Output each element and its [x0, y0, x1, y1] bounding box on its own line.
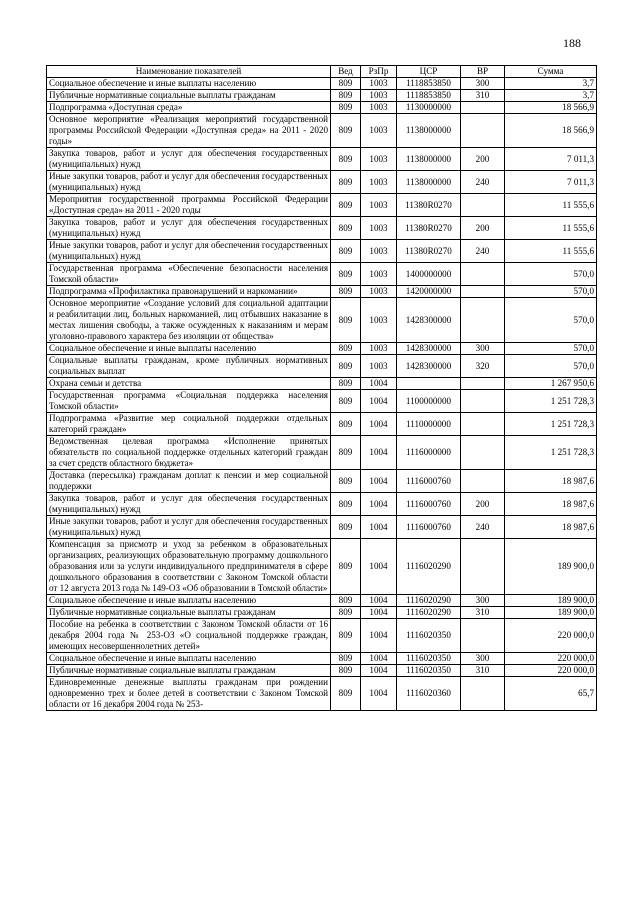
cell-name: Подпрограмма «Доступная среда» [47, 102, 331, 114]
cell-ved: 809 [331, 78, 361, 90]
cell-sum: 1 251 728,3 [505, 413, 597, 436]
cell-csr: 11380R0270 [397, 240, 461, 263]
cell-csr: 1428300000 [397, 343, 461, 355]
cell-rzpr: 1003 [361, 148, 397, 171]
cell-name: Подпрограмма «Профилактика правонарушений и наркомании» [47, 286, 331, 298]
table-row [47, 436, 597, 470]
cell-sum: 11 555,6 [505, 217, 597, 240]
cell-ved: 809 [331, 607, 361, 619]
cell-name: Закупка товаров, работ и услуг для обеспечения государственных (муниципальных) нужд [47, 217, 331, 240]
cell-name: Социальное обеспечение и иные выплаты населению [47, 595, 331, 607]
cell-sum: 570,0 [505, 263, 597, 286]
cell-sum: 18 566,9 [505, 114, 597, 148]
cell-vr: 300 [461, 78, 505, 90]
cell-name: Основное мероприятие «Создание условий для социальной адаптации и реабилитации лиц, больных наркоманией, лиц отбывших наказание в местах лишения свободы, а также осужденных к наказаниям и мерам уголовно-правового характера без изоляции от общества» [47, 298, 331, 343]
table-row [47, 539, 597, 595]
table-row [47, 413, 597, 436]
cell-vr: 310 [461, 90, 505, 102]
header-name: Наименование показателей [47, 66, 331, 78]
cell-rzpr: 1004 [361, 607, 397, 619]
cell-name: Иные закупки товаров, работ и услуг для обеспечения государственных (муниципальных) нужд [47, 171, 331, 194]
cell-ved: 809 [331, 378, 361, 390]
cell-sum: 65,7 [505, 677, 597, 711]
cell-name: Социальное обеспечение и иные выплаты населению [47, 343, 331, 355]
cell-ved: 809 [331, 595, 361, 607]
cell-sum: 1 251 728,3 [505, 390, 597, 413]
header-ved: Вед [331, 66, 361, 78]
cell-csr: 1116020350 [397, 665, 461, 677]
cell-rzpr: 1004 [361, 413, 397, 436]
budget-table [46, 65, 597, 711]
cell-csr: 1118853850 [397, 78, 461, 90]
cell-ved: 809 [331, 171, 361, 194]
cell-sum: 1 267 950,6 [505, 378, 597, 390]
cell-sum: 189 900,0 [505, 595, 597, 607]
cell-csr: 1116000760 [397, 493, 461, 516]
cell-rzpr: 1003 [361, 194, 397, 217]
table-row [47, 286, 597, 298]
cell-vr: 240 [461, 171, 505, 194]
cell-rzpr: 1003 [361, 298, 397, 343]
cell-ved: 809 [331, 343, 361, 355]
cell-rzpr: 1004 [361, 436, 397, 470]
cell-vr [461, 539, 505, 595]
table-row [47, 653, 597, 665]
cell-ved: 809 [331, 148, 361, 171]
cell-name: Иные закупки товаров, работ и услуг для обеспечения государственных (муниципальных) нужд [47, 516, 331, 539]
table-row [47, 516, 597, 539]
cell-rzpr: 1003 [361, 240, 397, 263]
cell-ved: 809 [331, 653, 361, 665]
cell-csr: 1116020290 [397, 539, 461, 595]
cell-vr [461, 263, 505, 286]
cell-sum: 570,0 [505, 298, 597, 343]
cell-sum: 7 011,3 [505, 171, 597, 194]
table-row [47, 217, 597, 240]
cell-ved: 809 [331, 286, 361, 298]
cell-name: Иные закупки товаров, работ и услуг для обеспечения государственных (муниципальных) нужд [47, 240, 331, 263]
cell-ved: 809 [331, 355, 361, 378]
cell-sum: 220 000,0 [505, 665, 597, 677]
table-row [47, 343, 597, 355]
cell-vr [461, 114, 505, 148]
cell-csr: 1138000000 [397, 171, 461, 194]
cell-ved: 809 [331, 390, 361, 413]
cell-sum: 11 555,6 [505, 194, 597, 217]
cell-sum: 18 987,6 [505, 493, 597, 516]
cell-csr: 1420000000 [397, 286, 461, 298]
table-row [47, 148, 597, 171]
table-row [47, 378, 597, 390]
cell-vr [461, 378, 505, 390]
cell-rzpr: 1003 [361, 263, 397, 286]
cell-rzpr: 1003 [361, 355, 397, 378]
cell-name: Публичные нормативные социальные выплаты гражданам [47, 607, 331, 619]
cell-sum: 3,7 [505, 90, 597, 102]
cell-ved: 809 [331, 436, 361, 470]
cell-ved: 809 [331, 665, 361, 677]
cell-sum: 1 251 728,3 [505, 436, 597, 470]
cell-sum: 11 555,6 [505, 240, 597, 263]
cell-csr: 1400000000 [397, 263, 461, 286]
cell-vr [461, 194, 505, 217]
cell-name: Охрана семьи и детства [47, 378, 331, 390]
table-row [47, 677, 597, 711]
cell-vr [461, 413, 505, 436]
cell-rzpr: 1004 [361, 619, 397, 653]
cell-csr: 1100000000 [397, 390, 461, 413]
cell-ved: 809 [331, 516, 361, 539]
cell-csr: 1116000760 [397, 470, 461, 493]
cell-csr: 1116020350 [397, 619, 461, 653]
cell-name: Социальное обеспечение и иные выплаты населению [47, 78, 331, 90]
cell-vr: 240 [461, 240, 505, 263]
cell-name: Закупка товаров, работ и услуг для обеспечения государственных (муниципальных) нужд [47, 148, 331, 171]
cell-vr [461, 102, 505, 114]
cell-csr: 1138000000 [397, 148, 461, 171]
cell-rzpr: 1003 [361, 78, 397, 90]
cell-vr [461, 470, 505, 493]
cell-sum: 220 000,0 [505, 653, 597, 665]
cell-vr [461, 436, 505, 470]
cell-vr [461, 286, 505, 298]
cell-csr: 1428300000 [397, 355, 461, 378]
cell-ved: 809 [331, 619, 361, 653]
header-rzpr: РзПр [361, 66, 397, 78]
table-row [47, 390, 597, 413]
cell-sum: 7 011,3 [505, 148, 597, 171]
cell-rzpr: 1003 [361, 102, 397, 114]
table-row [47, 90, 597, 102]
cell-rzpr: 1003 [361, 171, 397, 194]
cell-rzpr: 1004 [361, 516, 397, 539]
cell-vr: 320 [461, 355, 505, 378]
table-row [47, 298, 597, 343]
cell-vr [461, 298, 505, 343]
table-header-row [47, 66, 597, 78]
cell-ved: 809 [331, 240, 361, 263]
cell-vr: 240 [461, 516, 505, 539]
cell-sum: 18 987,6 [505, 516, 597, 539]
cell-rzpr: 1004 [361, 665, 397, 677]
header-csr: ЦСР [397, 66, 461, 78]
cell-csr: 1110000000 [397, 413, 461, 436]
cell-csr: 1138000000 [397, 114, 461, 148]
cell-csr [397, 378, 461, 390]
cell-ved: 809 [331, 114, 361, 148]
cell-rzpr: 1004 [361, 595, 397, 607]
cell-rzpr: 1003 [361, 90, 397, 102]
cell-rzpr: 1004 [361, 653, 397, 665]
cell-name: Единовременные денежные выплаты гражданам при рождении одновременно трех и более детей в соответствии с Законом Томской области от 16 декабря 2004 года № 253- [47, 677, 331, 711]
header-vr: ВР [461, 66, 505, 78]
cell-csr: 1116000760 [397, 516, 461, 539]
cell-sum: 220 000,0 [505, 619, 597, 653]
cell-rzpr: 1003 [361, 343, 397, 355]
cell-csr: 1118853850 [397, 90, 461, 102]
table-row [47, 240, 597, 263]
cell-vr [461, 390, 505, 413]
cell-sum: 570,0 [505, 355, 597, 378]
cell-vr: 310 [461, 607, 505, 619]
cell-name: Публичные нормативные социальные выплаты гражданам [47, 665, 331, 677]
cell-sum: 18 566,9 [505, 102, 597, 114]
cell-rzpr: 1004 [361, 470, 397, 493]
cell-csr: 1130000000 [397, 102, 461, 114]
cell-vr: 300 [461, 595, 505, 607]
cell-vr: 200 [461, 493, 505, 516]
cell-csr: 1428300000 [397, 298, 461, 343]
cell-ved: 809 [331, 413, 361, 436]
cell-vr: 300 [461, 343, 505, 355]
cell-rzpr: 1003 [361, 114, 397, 148]
cell-sum: 18 987,6 [505, 470, 597, 493]
cell-name: Социальное обеспечение и иные выплаты населению [47, 653, 331, 665]
header-sum: Сумма [505, 66, 597, 78]
cell-name: Основное мероприятие «Реализация мероприятий государственной программы Российской Федерации «Доступная среда» на 2011 - 2020 годы» [47, 114, 331, 148]
cell-name: Мероприятия государственной программы Российской Федерации «Доступная среда» на 2011 - 2020 годы [47, 194, 331, 217]
cell-ved: 809 [331, 263, 361, 286]
cell-csr: 1116000000 [397, 436, 461, 470]
table-row [47, 194, 597, 217]
cell-csr: 1116020290 [397, 607, 461, 619]
cell-sum: 570,0 [505, 286, 597, 298]
cell-sum: 189 900,0 [505, 539, 597, 595]
cell-sum: 570,0 [505, 343, 597, 355]
cell-name: Закупка товаров, работ и услуг для обеспечения государственных (муниципальных) нужд [47, 493, 331, 516]
cell-vr [461, 619, 505, 653]
cell-csr: 11380R0270 [397, 217, 461, 240]
cell-sum: 189 900,0 [505, 607, 597, 619]
table-row [47, 78, 597, 90]
table-row [47, 355, 597, 378]
cell-csr: 1116020290 [397, 595, 461, 607]
cell-rzpr: 1004 [361, 493, 397, 516]
table-row [47, 619, 597, 653]
cell-name: Пособие на ребенка в соответствии с Законом Томской области от 16 декабря 2004 года № 253-ОЗ «О социальной поддержке граждан, имеющих несовершеннолетних детей» [47, 619, 331, 653]
cell-rzpr: 1003 [361, 286, 397, 298]
cell-ved: 809 [331, 217, 361, 240]
cell-name: Подпрограмма «Развитие мер социальной поддержки отдельных категорий граждан» [47, 413, 331, 436]
cell-ved: 809 [331, 298, 361, 343]
table-row [47, 263, 597, 286]
table-row [47, 470, 597, 493]
cell-vr [461, 677, 505, 711]
cell-name: Государственная программа «Социальная поддержка населения Томской области» [47, 390, 331, 413]
table-body [47, 78, 597, 711]
table-row [47, 102, 597, 114]
cell-csr: 1116020360 [397, 677, 461, 711]
cell-name: Компенсация за присмотр и уход за ребенком в образовательных организациях, реализующих образовательную программу дошкольного образования или за услуги индивидуального предпринимателя в сфере дошкольного образования в соответствии с Законом Томской области от 12 августа 2013 года № 149-ОЗ «Об образовании в Томской области» [47, 539, 331, 595]
cell-ved: 809 [331, 539, 361, 595]
table-row [47, 493, 597, 516]
cell-rzpr: 1003 [361, 217, 397, 240]
cell-ved: 809 [331, 493, 361, 516]
cell-name: Государственная программа «Обеспечение безопасности населения Томской области» [47, 263, 331, 286]
cell-ved: 809 [331, 677, 361, 711]
cell-vr: 200 [461, 217, 505, 240]
table-row [47, 595, 597, 607]
cell-rzpr: 1004 [361, 378, 397, 390]
cell-csr: 1116020350 [397, 653, 461, 665]
table-row [47, 114, 597, 148]
cell-vr: 310 [461, 665, 505, 677]
cell-ved: 809 [331, 102, 361, 114]
cell-vr: 200 [461, 148, 505, 171]
cell-rzpr: 1004 [361, 677, 397, 711]
cell-name: Ведомственная целевая программа «Исполнение принятых обязательств по социальной поддержке отдельных категорий граждан за счет средств областного бюджета» [47, 436, 331, 470]
page-number: 188 [563, 36, 581, 50]
cell-name: Доставка (пересылка) гражданам доплат к пенсии и мер социальной поддержки [47, 470, 331, 493]
cell-vr: 300 [461, 653, 505, 665]
cell-ved: 809 [331, 90, 361, 102]
cell-rzpr: 1004 [361, 390, 397, 413]
cell-csr: 11380R0270 [397, 194, 461, 217]
table-row [47, 665, 597, 677]
cell-rzpr: 1004 [361, 539, 397, 595]
cell-name: Социальные выплаты гражданам, кроме публичных нормативных социальных выплат [47, 355, 331, 378]
cell-ved: 809 [331, 194, 361, 217]
cell-ved: 809 [331, 470, 361, 493]
table-row [47, 171, 597, 194]
table-row [47, 607, 597, 619]
cell-name: Публичные нормативные социальные выплаты гражданам [47, 90, 331, 102]
cell-sum: 3,7 [505, 78, 597, 90]
